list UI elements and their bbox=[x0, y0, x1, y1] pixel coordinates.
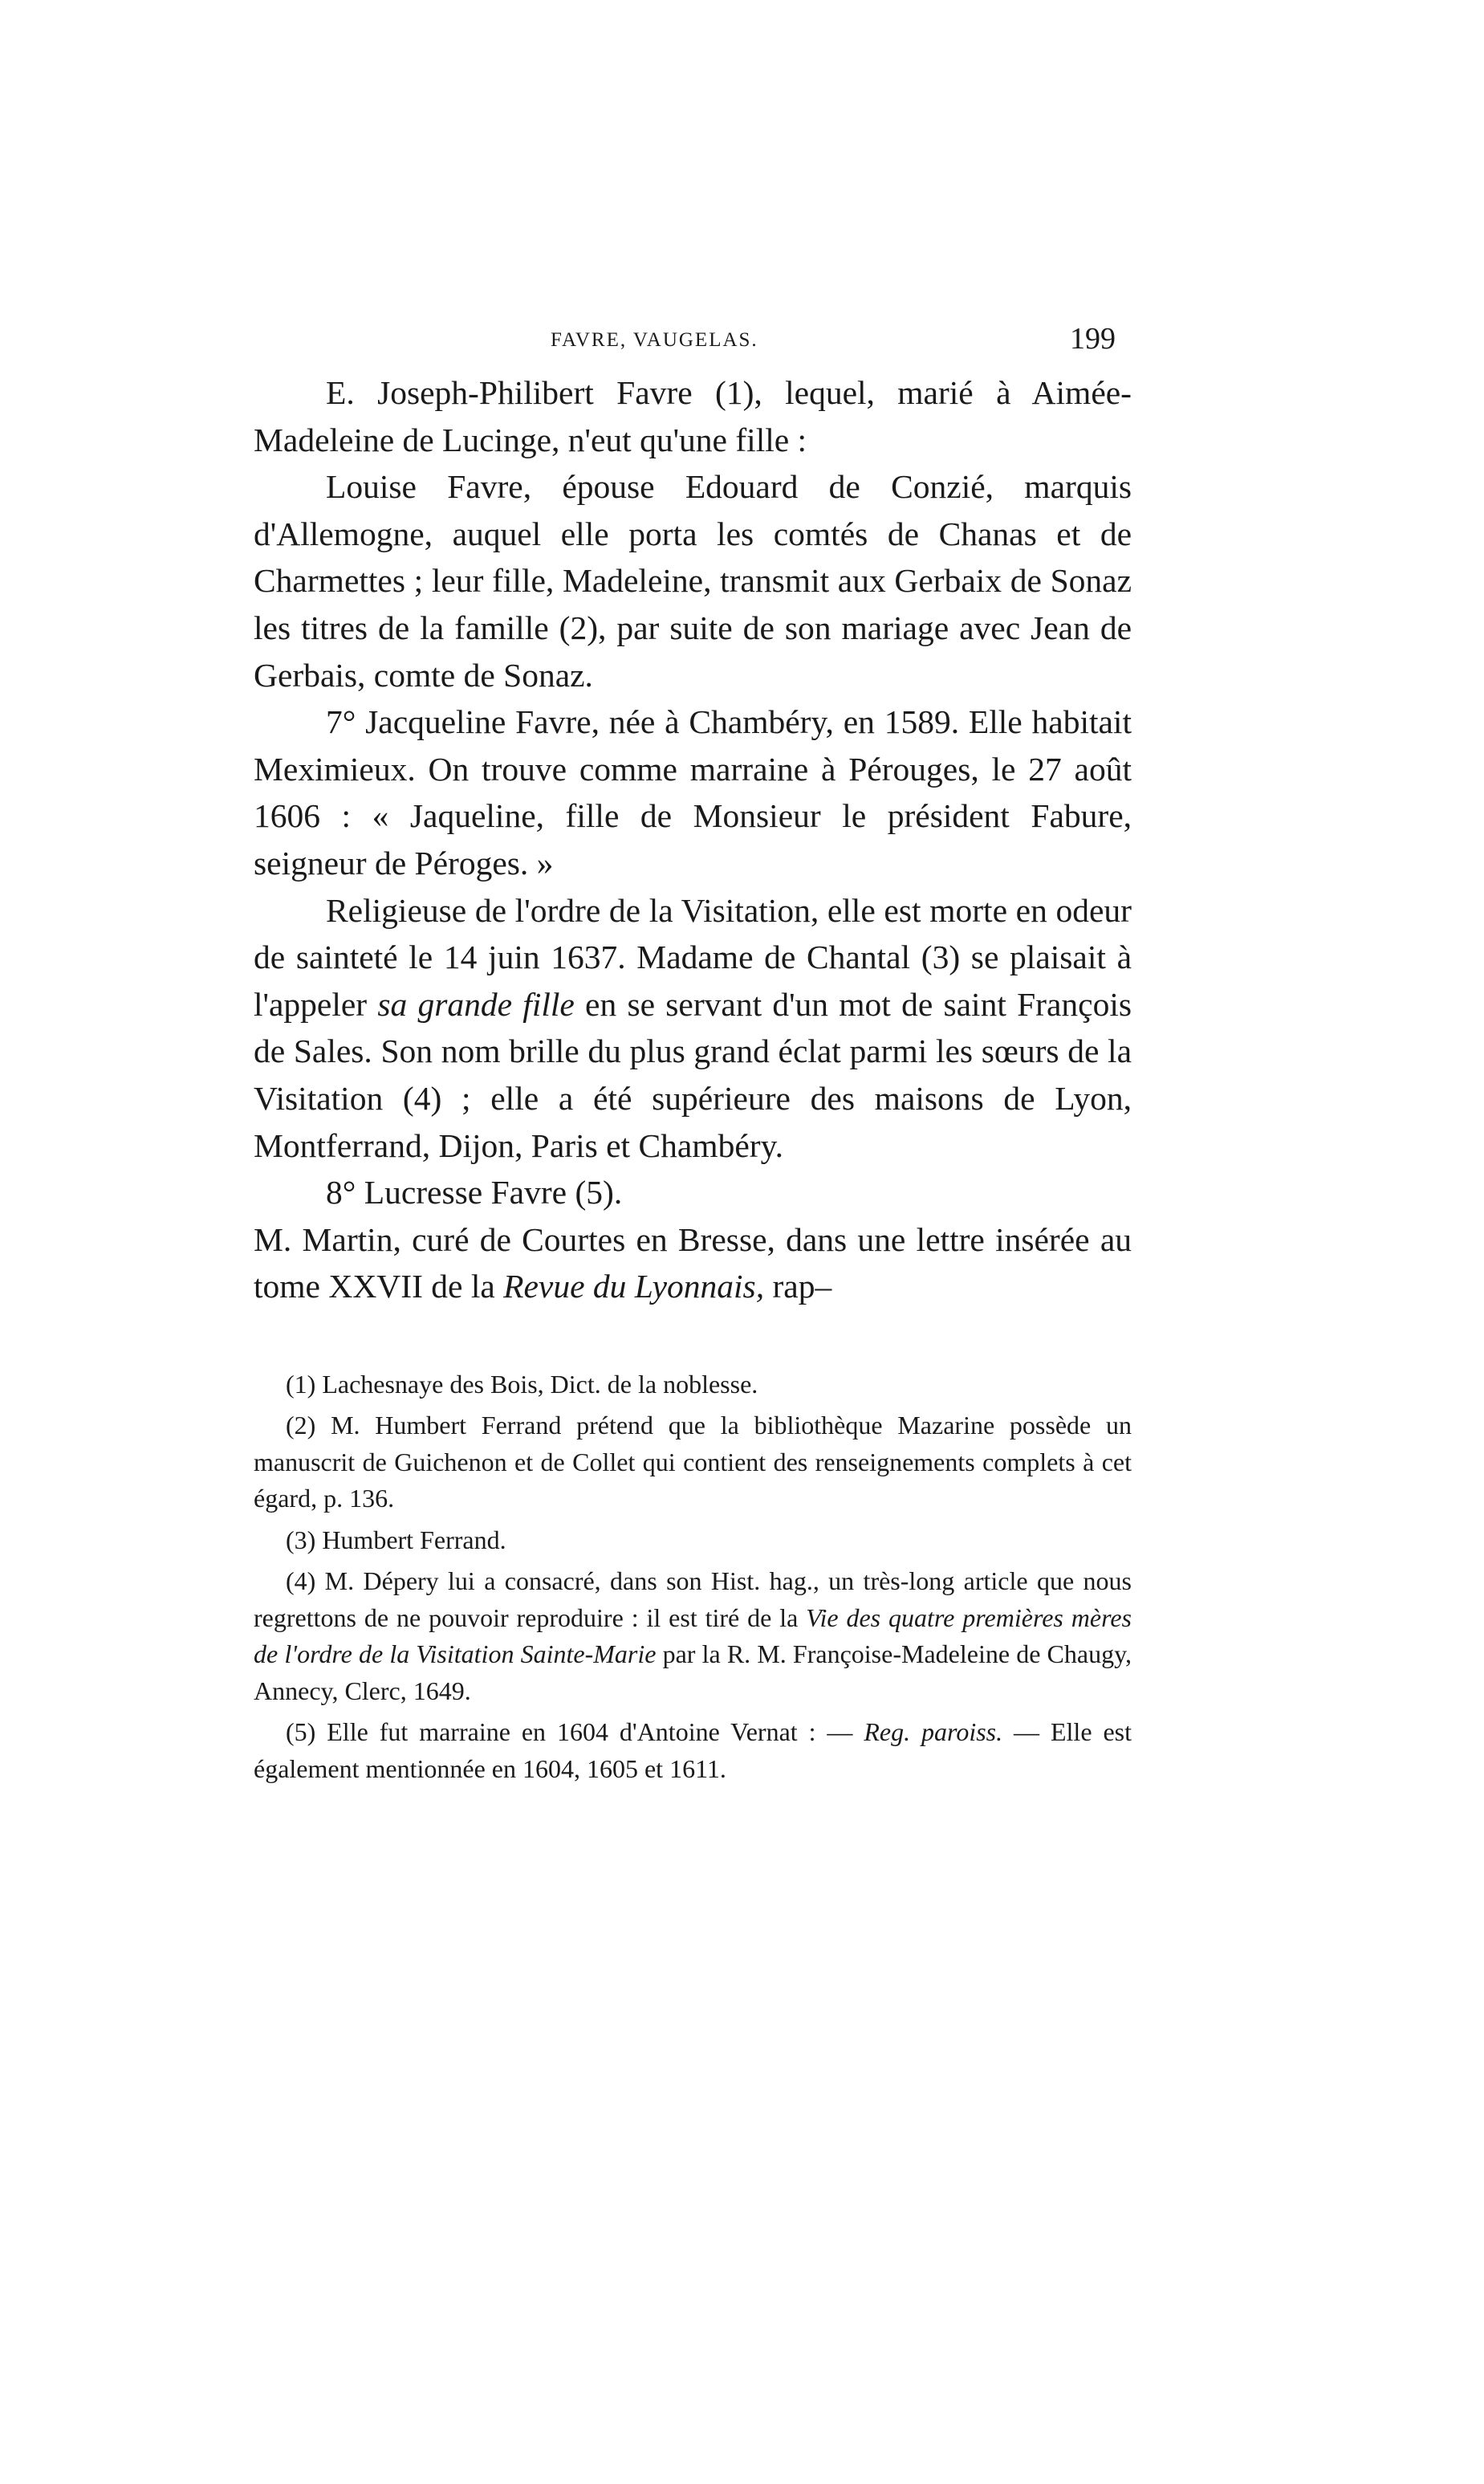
italic-run: Reg. paroiss. bbox=[864, 1717, 1003, 1747]
text-run: (4) M. Dépery lui a consacré, dans son Hist. hag., un très-long article que nous regrettons de ne pouvoir reproduire : il est tiré de la bbox=[254, 1566, 1132, 1632]
text-run: — Elle est également mentionnée en 1604, 1605 et 1611. bbox=[254, 1717, 1132, 1783]
running-title: FAVRE, VAUGELAS. bbox=[551, 329, 758, 351]
text-run: en se servant d'un mot de saint François de Sales. Son nom brille du plus grand éclat parmi les sœurs de la Visitation (4) ; elle a été supérieure des maisons de Lyon, Montferrand, Dijon, Paris et Chambéry. bbox=[254, 985, 1132, 1164]
paragraph-joseph-philibert: E. Joseph-Philibert Favre (1), lequel, marié à Aimée-Madeleine de Lucinge, n'eut qu'une fille : bbox=[254, 374, 1132, 458]
footnote-4 bbox=[254, 1563, 1132, 1709]
footnotes bbox=[254, 1366, 1132, 1788]
page-number: 199 bbox=[1070, 322, 1116, 356]
paragraph-lucresse-favre: 8° Lucresse Favre (5). bbox=[326, 1174, 623, 1211]
paragraph-religieuse bbox=[254, 887, 1132, 1170]
text-run: (5) Elle fut marraine en 1604 d'Antoine Vernat : — bbox=[286, 1717, 864, 1747]
footnote-1: (1) Lachesnaye des Bois, Dict. de la noblesse. bbox=[286, 1369, 758, 1399]
body-text bbox=[254, 369, 1132, 1310]
text-run: Religieuse de l'ordre de la Visitation, elle est morte en odeur de sainteté le 14 juin 1637. Madame de Chantal (3) se plaisait à l'appeler bbox=[254, 891, 1132, 1023]
running-head bbox=[254, 321, 1132, 369]
text-run: par la R. M. Françoise-Madeleine de Chaugy, Annecy, Clerc, 1649. bbox=[254, 1639, 1132, 1705]
book-page bbox=[254, 321, 1132, 1792]
paragraph-jacqueline-favre: 7° Jacqueline Favre, née à Chambéry, en 1589. Elle habitait Meximieux. On trouve comme marraine à Pérouges, le 27 août 1606 : « Jaqueline, fille de Monsieur le président Fabure, seigneur de Péroges. » bbox=[254, 703, 1132, 882]
footnote-3: (3) Humbert Ferrand. bbox=[286, 1525, 506, 1554]
paragraph-martin bbox=[254, 1216, 1132, 1310]
footnote-2: (2) M. Humbert Ferrand prétend que la bibliothèque Mazarine possède un manuscrit de Guichenon et de Collet qui contient des renseignements complets à cet égard, p. 136. bbox=[254, 1411, 1132, 1513]
italic-run: Vie des quatre premières mères de l'ordre de la Visitation Sainte-Marie bbox=[254, 1602, 1132, 1669]
italic-run: Revue du Lyonnais, bbox=[503, 1268, 765, 1305]
paragraph-louise-favre: Louise Favre, épouse Edouard de Conzié, marquis d'Allemogne, auquel elle porta les comtés de Chanas et de Charmettes ; leur fille, Madeleine, transmit aux Gerbaix de Sonaz les titres de la famille (2), par suite de son mariage avec Jean de Gerbais, comte de Sonaz. bbox=[254, 468, 1132, 694]
text-run: M. Martin, curé de Courtes en Bresse, dans une lettre insérée au tome XXVII de la bbox=[254, 1220, 1132, 1305]
italic-run: sa grande fille bbox=[377, 985, 575, 1023]
footnote-5 bbox=[254, 1714, 1132, 1787]
text-run: rap– bbox=[764, 1268, 832, 1305]
